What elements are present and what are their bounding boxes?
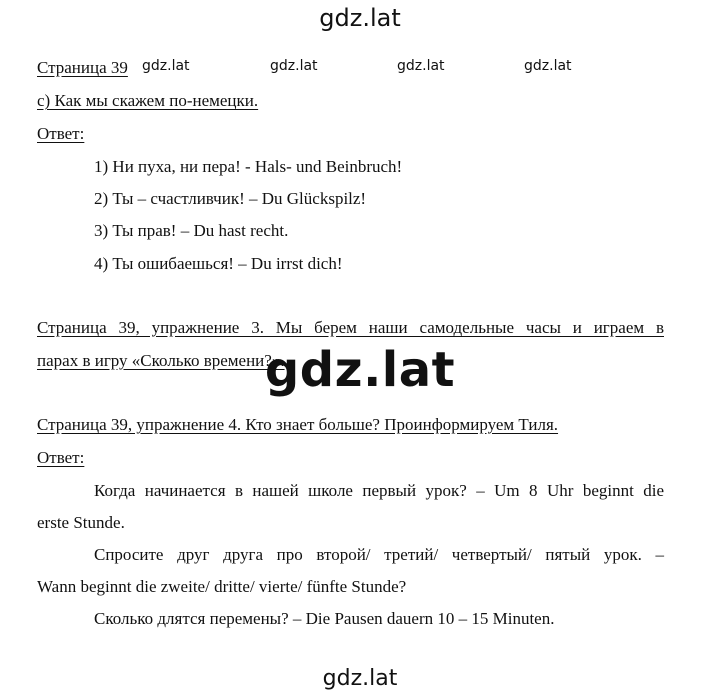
answer-item-3: 3) Ты прав! – Du hast recht. [94,221,289,240]
watermark-top: gdz.lat [319,4,401,32]
watermark-inline-3: gdz.lat [397,58,445,74]
answer-item-2: 2) Ты – счастливчик! – Du Glückspilz! [94,189,367,208]
answer-paragraph-2-line-2: Wann beginnt die zweite/ dritte/ vierte/ fünfte Stunde? [37,577,407,596]
watermark-inline-4: gdz.lat [524,58,572,74]
answer-paragraph-1-line-1: Когда начинается в нашей школе первый урок? – Um 8 Uhr beginnt die [94,481,664,500]
exercise-3-line-1: Страница 39, упражнение 3. Мы берем наши самодельные часы и играем в [37,318,664,337]
answer-item-1: 1) Ни пуха, ни пера! - Hals- und Beinbruch! [94,157,403,176]
exercise-3-line-2: парах в игру «Сколько времени?». [37,351,285,370]
watermark-bottom: gdz.lat [322,666,398,691]
task-c-title: c) Как мы скажем по-немецки. [37,91,259,110]
page-heading: Страница 39 [37,58,128,77]
answer-paragraph-1-line-2: erste Stunde. [37,513,125,532]
exercise-4-heading: Страница 39, упражнение 4. Кто знает больше? Проинформируем Тиля. [37,415,559,434]
answer-item-4: 4) Ты ошибаешься! – Du irrst dich! [94,254,343,273]
answer-paragraph-2-line-1: Спросите друг друга про второй/ третий/ четвертый/ пятый урок. – [94,545,664,564]
watermark-center: gdz.lat [264,342,456,398]
answer-label-2: Ответ: [37,448,85,467]
watermark-inline-2: gdz.lat [270,58,318,74]
watermark-inline-1: gdz.lat [142,58,190,74]
answer-paragraph-3: Сколько длятся перемены? – Die Pausen dauern 10 – 15 Minuten. [94,609,555,628]
answer-label-1: Ответ: [37,124,85,143]
